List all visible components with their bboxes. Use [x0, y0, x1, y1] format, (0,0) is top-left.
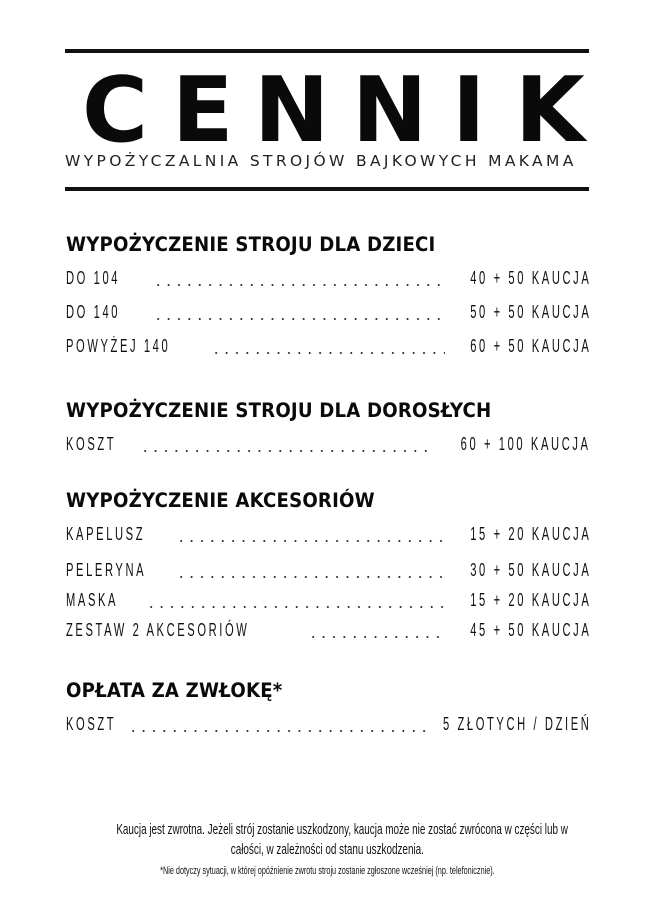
- item-price: 30 + 50 KAUCJA: [469, 560, 591, 580]
- late-fee-footnote: [0, 864, 654, 878]
- price-row: [66, 268, 591, 288]
- dot-leader: [128, 730, 429, 732]
- item-price: 15 + 20 KAUCJA: [469, 590, 591, 610]
- price-row: [66, 590, 591, 610]
- item-label: POWYŻEJ 140: [66, 336, 171, 356]
- item-price: 15 + 20 KAUCJA: [469, 524, 591, 544]
- title-letter: E: [172, 58, 234, 163]
- item-price: 40 + 50 KAUCJA: [469, 268, 591, 288]
- dot-leader: [153, 284, 445, 286]
- title-letter: C: [82, 58, 149, 163]
- item-label: KAPELUSZ: [66, 524, 146, 544]
- item-label: KOSZT: [66, 434, 117, 454]
- price-row: [66, 524, 591, 544]
- deposit-note-text: całości, w zależności od stanu uszkodzenia.: [230, 841, 424, 858]
- dot-leader: [140, 450, 435, 452]
- price-row: [66, 336, 591, 356]
- deposit-note-line1: [0, 821, 654, 839]
- item-label: PELERYNA: [66, 560, 147, 580]
- title-letter: I: [452, 58, 486, 163]
- item-label: DO 140: [66, 302, 121, 322]
- price-row: [66, 714, 591, 734]
- item-label: DO 104: [66, 268, 121, 288]
- section-heading: WYPOŻYCZENIE STROJU DLA DZIECI: [66, 233, 436, 256]
- item-label: ZESTAW 2 AKCESORIÓW: [66, 620, 250, 640]
- title-letter: N: [254, 58, 330, 163]
- title-letter: K: [515, 58, 585, 163]
- item-label: MASKA: [66, 590, 119, 610]
- section-heading: WYPOŻYCZENIE AKCESORIÓW: [66, 489, 375, 512]
- price-row: [66, 620, 591, 640]
- deposit-note-line2: [0, 841, 654, 859]
- section-heading: OPŁATA ZA ZWŁOKĘ*: [66, 679, 283, 702]
- dot-leader: [211, 352, 445, 354]
- bottom-rule: [65, 187, 589, 191]
- item-price: 60 + 50 KAUCJA: [469, 336, 591, 356]
- item-price: 60 + 100 KAUCJA: [461, 434, 591, 454]
- deposit-note-text: Kaucja jest zwrotna. Jeżeli strój zostanie uszkodzony, kaucja może nie zostać zwrócona w części lub w: [116, 821, 568, 838]
- price-row: [66, 302, 591, 322]
- section-heading: WYPOŻYCZENIE STROJU DLA DOROSŁYCH: [66, 399, 492, 422]
- item-label: KOSZT: [66, 714, 117, 734]
- dot-leader: [308, 636, 445, 638]
- item-price: 50 + 50 KAUCJA: [469, 302, 591, 322]
- footnote-text: *Nie dotyczy sytuacji, w której opóźnienie zwrotu stroju zostanie zgłoszone wcześniej (np. telefonicznie).: [159, 865, 495, 877]
- dot-leader: [176, 540, 445, 542]
- dot-leader: [176, 576, 445, 578]
- top-rule: [65, 49, 589, 53]
- price-row: [66, 434, 591, 454]
- dot-leader: [153, 318, 445, 320]
- page-subtitle: WYPOŻYCZALNIA STROJÓW BAJKOWYCH MAKAMA: [65, 152, 577, 170]
- price-row: [66, 560, 591, 580]
- dot-leader: [146, 606, 445, 608]
- item-price: 45 + 50 KAUCJA: [469, 620, 591, 640]
- item-price: 5 ZŁOTYCH / DZIEŃ: [442, 714, 591, 734]
- title-letter: N: [352, 58, 428, 163]
